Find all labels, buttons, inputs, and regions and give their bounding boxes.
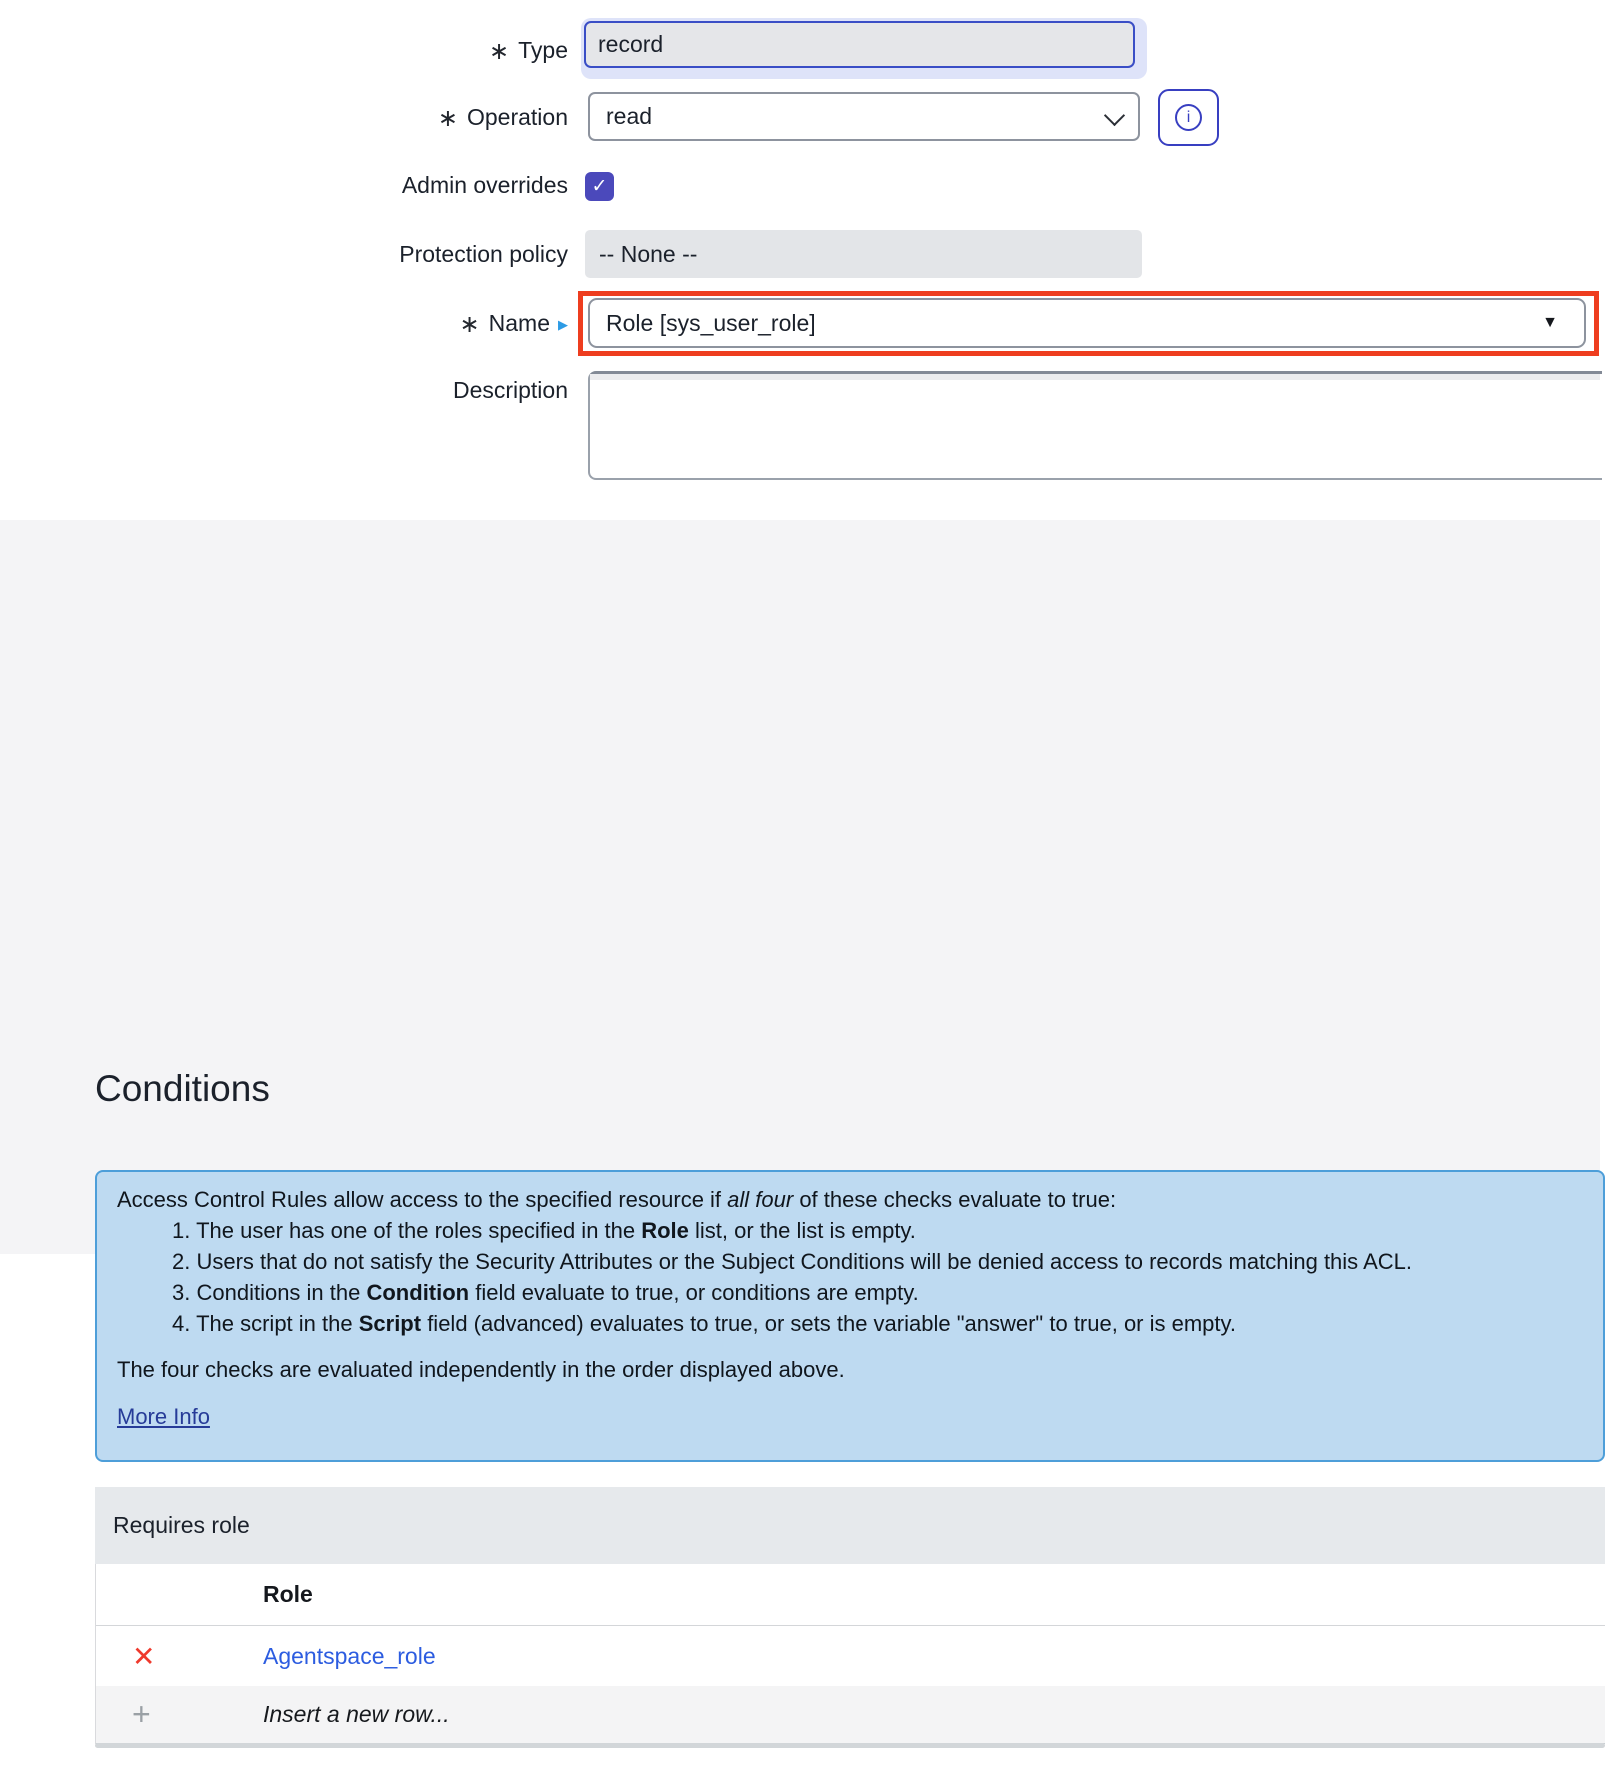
required-marker: ∗	[489, 38, 510, 65]
dropdown-triangle-icon: ▼	[1542, 314, 1558, 331]
protection-policy-label: Protection policy	[399, 241, 568, 267]
row-delete-cell	[96, 1640, 263, 1673]
name-label: ∗ Name ▶	[459, 310, 568, 338]
more-info-link[interactable]: More Info	[117, 1404, 210, 1429]
name-value: Role [sys_user_role]	[606, 309, 816, 336]
operation-info-button[interactable]	[1158, 89, 1219, 146]
requires-role-header: Requires role	[95, 1487, 1605, 1564]
list-item: 2. Users that do not satisfy the Security Attributes or the Subject Conditions will be denied access to records matching this ACL.	[172, 1249, 1412, 1274]
conditions-section	[0, 520, 1600, 1732]
chevron-down-icon	[1104, 105, 1125, 126]
access-control-infobox	[95, 1170, 1605, 1462]
infobox-footer: The four checks are evaluated independently in the order displayed above.	[117, 1357, 845, 1382]
protection-policy-value: -- None --	[599, 240, 698, 267]
insert-row-label: Insert a new row...	[263, 1701, 450, 1727]
info-icon: i	[1175, 104, 1202, 131]
insert-row[interactable]	[96, 1686, 1605, 1744]
requires-role-table	[95, 1564, 1605, 1744]
check-icon: ✓	[591, 176, 608, 197]
insert-icon-cell	[96, 1696, 263, 1733]
type-label: ∗ Type	[489, 37, 568, 65]
plus-icon: +	[132, 1696, 151, 1732]
conditions-title: Conditions	[95, 1068, 270, 1109]
name-select[interactable]	[588, 298, 1586, 348]
description-input[interactable]	[588, 371, 1602, 480]
type-value: record	[598, 31, 664, 57]
type-field-focus-ring	[581, 18, 1147, 79]
protection-policy-field	[585, 230, 1142, 278]
admin-overrides-checkbox[interactable]	[585, 172, 614, 201]
operation-select[interactable]	[588, 92, 1140, 141]
infobox-intro: Access Control Rules allow access to the specified resource if all four of these checks evaluate to true:	[117, 1187, 1117, 1212]
table-header-row	[96, 1564, 1605, 1626]
type-field[interactable]	[584, 21, 1135, 68]
list-item: 4. The script in the Script field (advanced) evaluates to true, or sets the variable "answer" to true, or is empty.	[172, 1311, 1237, 1336]
operation-value: read	[606, 103, 653, 129]
description-label: Description	[452, 377, 568, 403]
operation-label: ∗ Operation	[437, 104, 568, 132]
table-row	[96, 1626, 1605, 1686]
role-column-header: Role	[263, 1581, 313, 1607]
delete-row-icon[interactable]: ✕	[132, 1640, 156, 1672]
list-item: 1. The user has one of the roles specified in the Role list, or the list is empty.	[172, 1218, 916, 1243]
list-item: 3. Conditions in the Condition field evaluate to true, or conditions are empty.	[172, 1280, 919, 1305]
reference-arrow-icon: ▶	[558, 317, 568, 332]
infobox-checks-list	[117, 1215, 1583, 1339]
description-top-shade	[590, 374, 1600, 380]
admin-overrides-label: Admin overrides	[401, 172, 568, 198]
role-link[interactable]: Agentspace_role	[263, 1642, 436, 1669]
below-table-strip	[95, 1748, 1605, 1768]
